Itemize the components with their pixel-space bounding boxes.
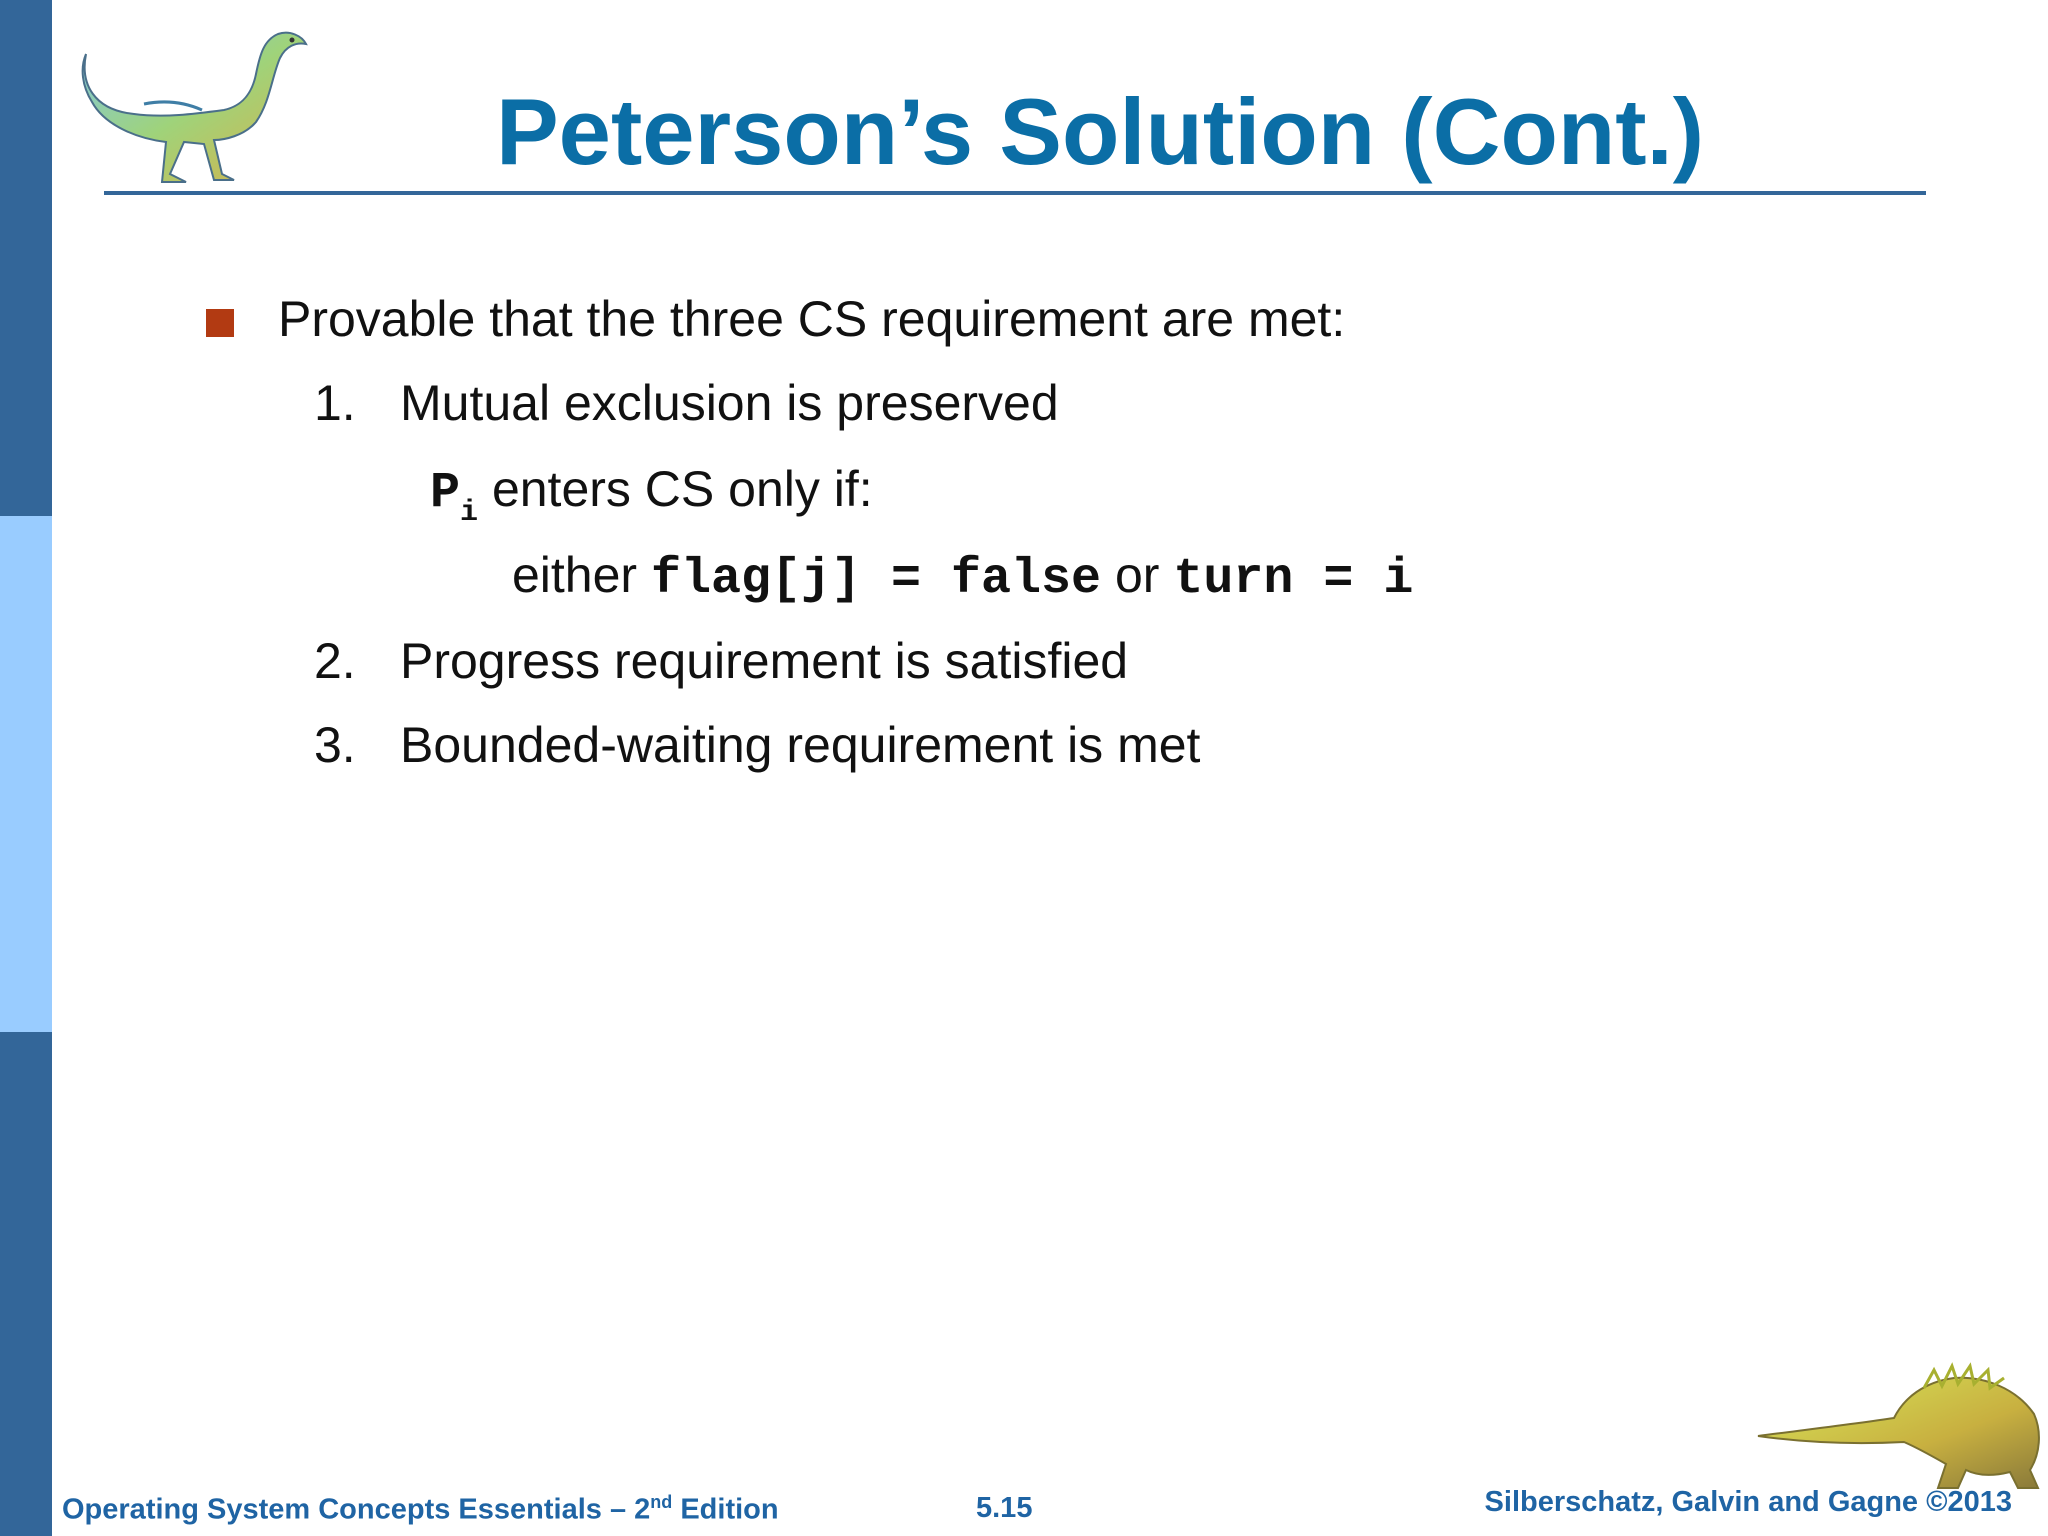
or-text: or (1114, 547, 1160, 603)
condition-line (430, 460, 873, 530)
slide-title: Peterson’s Solution (Cont.) (495, 79, 1705, 184)
condition-detail-line (512, 546, 1413, 608)
dinosaur-logo-icon (74, 14, 314, 190)
process-subscript: i (460, 496, 479, 530)
bullet-text: Provable that the three CS requirement are met: (278, 291, 1346, 347)
bullet-square-icon (206, 309, 234, 337)
condition-text: enters CS only if: (491, 461, 873, 517)
list-item-text: Bounded-waiting requirement is met (400, 717, 1201, 773)
footer-authors: Silberschatz, Galvin and Gagne ©2013 (1484, 1486, 2012, 1518)
list-item-text: Mutual exclusion is preserved (400, 375, 1059, 431)
side-bar-highlight (0, 516, 52, 1032)
code-turn: turn = i (1173, 551, 1414, 608)
code-flag: flag[j] = false (650, 551, 1102, 608)
footer-book-title: Operating System Concepts Essentials – 2nd Edition (62, 1492, 779, 1526)
process-variable: P (430, 465, 461, 522)
either-text: either (512, 547, 638, 603)
title-divider (104, 191, 1926, 195)
list-item-text: Progress requirement is satisfied (400, 633, 1129, 689)
list-item-number: 3. (314, 717, 356, 773)
list-item-number: 2. (314, 633, 356, 689)
dinosaur-illustration-icon (1754, 1358, 2046, 1494)
list-item-number: 1. (314, 375, 356, 431)
footer-page-number: 5.15 (976, 1492, 1033, 1524)
